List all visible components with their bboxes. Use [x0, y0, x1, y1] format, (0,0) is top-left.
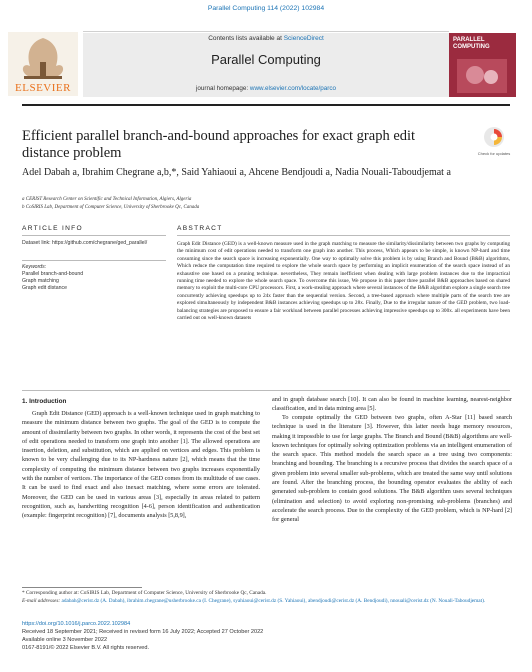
- footnote-rule: [22, 587, 142, 588]
- sciencedirect-link[interactable]: ScienceDirect: [283, 35, 324, 42]
- check-for-updates-badge[interactable]: [477, 125, 511, 159]
- journal-title: Parallel Computing: [211, 52, 321, 67]
- section-title: 1. Introduction: [22, 398, 67, 405]
- journal-cover: [449, 33, 516, 97]
- intro-right-paragraph-2: To compute optimally the GED between two graphs, often A-Star [11] based search technique is used in the literature [3]. However, this latter needs huge memory resources, making it impossible to use for large graphs. The Branch and Bound (B&B) algorithms are well-known techniques for optimally solving optimization problems via an intelligent enumeration of the search space. This method models the search space as a tree using two components: branching and bounding. The branching is a recursive process that divides the search space of a given problem into several smaller sub-problems, which are treated the same way until solutions are found. After the branching process, the bounding operator evaluates the ability of each generated sub-problem to contain good solutions. The B&B algorithm uses several techniques (elimination and selection) to avoid exploring non-promising sub-problems (branches) and accelerate the search process. Due to the complexity of the GED problem, which is NP-hard [2] for general: [272, 414, 512, 524]
- contents-available: [83, 35, 449, 42]
- abstract-heading: ABSTRACT: [177, 225, 223, 232]
- journal-homepage: [83, 85, 449, 92]
- journal-citation[interactable]: Parallel Computing 114 (2022) 102984: [207, 5, 325, 12]
- article-title: Efficient parallel branch-and-bound approaches for exact graph edit distance problem: [22, 128, 416, 161]
- available-online: Available online 3 November 2022: [22, 637, 108, 643]
- homepage-link[interactable]: www.elsevier.com/locate/parco: [249, 85, 336, 92]
- email-addresses: [22, 598, 512, 605]
- doi-link[interactable]: https://doi.org/10.1016/j.parco.2022.102984: [22, 621, 131, 627]
- corresponding-author-note: * Corresponding author at: CoSIRIS Lab, Department of Computer Science, University of Sherbrooke Qc, Canada.: [22, 590, 267, 596]
- header-rule: [22, 104, 510, 106]
- elsevier-logo: [8, 32, 78, 96]
- affiliation-b: b CoSIRIS Lab, Department of Computer Science, University of Sherbrooke Qc, Canada: [22, 205, 200, 210]
- elsevier-wordmark: ELSEVIER: [15, 82, 71, 94]
- header-top-rule: [83, 31, 449, 32]
- abstract-rule: [177, 235, 510, 236]
- cover-artwork-icon: [457, 59, 507, 93]
- intro-left-column: Graph Edit Distance (GED) approach is a well-known technique used in graph matching to measure the minimum distance between two graphs. The goal of the GED is to compute the amount of dissimilarity between two graphs. In other words, it represents the cost of the best set of edit operations needed to transform one graph into another [1]. The allowed operations are insertion, deletion, and substitution, which are applied on vertices and edges. This problem is known to be very challenging due to its NP-hardness nature [2], which means that the time complexity of computing the minimum distance between two graphs increases exponentially with the number of vertices. The importance of the GED comes from its multitude of use cases. It can be used to find exact and also inexact matching, where some errors are tolerated. Moreover, the GED can be used in various areas [3], especially in areas related to pattern recognition, such as, handwriting recognition [4-6], person identification and authentication (example: fingerprint recognition) [7], documents analysis [5,8,9],: [22, 410, 260, 520]
- affiliation-a: a CERIST Research Center on Scientific and Technical Information, Algiers, Algeria: [22, 197, 192, 202]
- received-dates: Received 18 September 2021; Received in revised form 16 July 2022; Accepted 27 October 2022: [22, 629, 264, 635]
- keyword-item: Graph edit distance: [22, 285, 67, 291]
- keywords-rule: [22, 260, 166, 261]
- article-info-rule: [22, 235, 166, 236]
- copyright-notice: 0167-8191/© 2022 Elsevier B.V. All rights reserved.: [22, 645, 150, 651]
- abstract-bottom-rule: [22, 390, 510, 391]
- email-list[interactable]: adabah@cerist.dz (A. Dabah), ibrahim.chegrane@usherbrooke.ca (I. Chegrane), syahiaoui@cerist.dz (S. Yahiaoui), abendjoudi@cerist.dz (A. Bendjoudi), nnouali@cerist.dz (N. Nouali-Taboudjemat).: [61, 598, 486, 604]
- cover-title: PARALLEL COMPUTING: [453, 37, 490, 50]
- author-list: Adel Dabah a, Ibrahim Chegrane a,b,*, Said Yahiaoui a, Ahcene Bendjoudi a, Nadia Nouali-Taboudjemat a: [22, 167, 451, 178]
- homepage-prefix: journal homepage:: [195, 85, 250, 92]
- intro-right-paragraph-1: and in graph database search [10]. It can also be found in machine learning, nearest-neighbor classification, and in data mining area [5].: [272, 396, 512, 413]
- check-for-updates-icon: [477, 125, 511, 151]
- keyword-item: Graph matching: [22, 278, 59, 284]
- contents-prefix: Contents lists available at: [208, 35, 284, 42]
- keyword-item: Parallel branch-and-bound: [22, 271, 84, 277]
- abstract-text: Graph Edit Distance (GED) is a well-known measure used in the graph matching to measure the similarity/dissimilarity between two graphs by computing the minimum cost of edit operations needed to transform one graph into another. This process, Which appears to be simple, is known NP-hard and time consuming since the search space is increasing exponentially. One way to optimally solve this problem is by using Branch and Bound (B&B) algorithms, Which reduce the computation time required to explore the whole search space by performing an implicit enumeration of the search space instead of an exhaustive one based on a pruning technique. nevertheless, They remain inefficient when dealing with large problem instances due to the impractical running time needed to explore the whole search space. To overcome this issue, We propose in this paper three parallel B&B approaches based on shared memory to exploit the multi-core CPU processors. First, a work-stealing approach where several instances of the B&B algorithm explore a single search tree concurrently achieving speedups up to 24x faster than the sequential version. Second, a tree-based approach where multiple parts of the search tree are explored simultaneously by independent B&B instances achieving speedups up to 28x. Finally, Due to the irregular nature of the GED problem, two load-balancing strategies are proposed to ensure a fair workload between parallel processes achieving impressive speedups up to 300x. all experiments have been carried out on well-known datasets: [177, 241, 510, 322]
- article-info-heading: ARTICLE INFO: [22, 225, 83, 232]
- dataset-link[interactable]: Dataset link: https://github.com/chegrane/ged_parallel/: [22, 240, 148, 246]
- check-for-updates-label: Check for updates: [477, 151, 511, 156]
- email-label: E-mail addresses:: [22, 598, 61, 604]
- keywords-label: Keywords:: [22, 264, 47, 270]
